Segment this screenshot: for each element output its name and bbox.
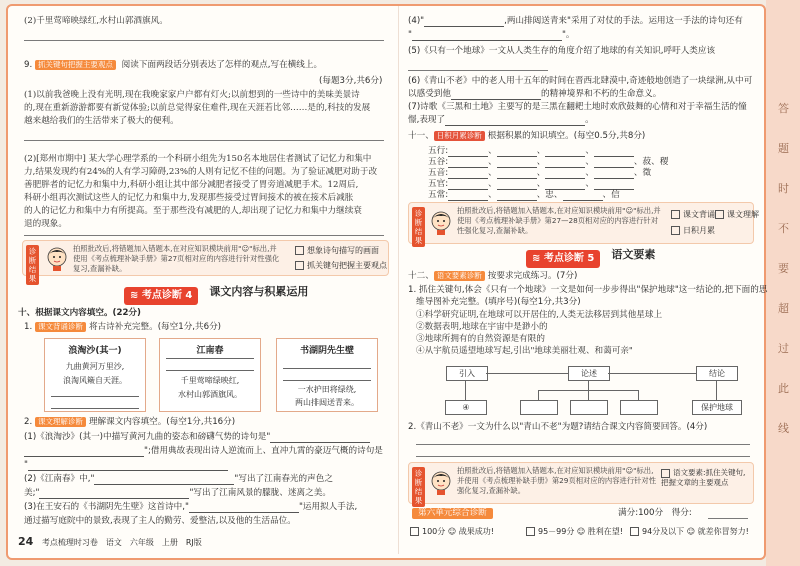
poem-title: 江南春	[196, 346, 224, 356]
q9-text: 阅读下面两段话分别表达了怎样的观点,写在横线上。	[121, 60, 323, 70]
q12-prompt: 十二、 语文要素诊断 按要求完成练习。(7分)	[408, 271, 578, 281]
score-total: 满分:100分 得分:	[618, 508, 692, 518]
map-blank-box[interactable]	[620, 400, 658, 415]
q10-2-line-2: ";借用典故表现出诗人逆流而上、直冲九霄的豪迈气概的诗句是	[24, 446, 383, 457]
poem-title: 浪淘沙(其一)	[68, 346, 122, 356]
answer-line	[24, 40, 384, 41]
q11-row: 五音: 、 、 、 、徵	[428, 168, 652, 178]
diagnosis-tip-1	[22, 240, 389, 283]
poem-blank[interactable]	[283, 371, 371, 381]
edge-char: 过	[778, 342, 789, 355]
section-5-title: 语文要素	[611, 248, 656, 261]
score-option-3[interactable]: 94分及以下 ☺ 就差你冒努力!	[630, 526, 749, 537]
q12-1-line-2: 维导图补充完整。(填序号)(每空1分,共3分)	[416, 297, 581, 307]
edge-char: 时	[778, 182, 789, 195]
p2-line-1: (2)[郑州市期中] 某大学心理学系的一个科研小组先为150名本地居住者测试了记忆力和集中	[24, 154, 372, 164]
poem-title: 书湖阴先生壁	[299, 346, 354, 356]
r1-line: (4)" ,两山排闼送青来"采用了对仗的手法。运用这一手法的诗句还有	[408, 16, 743, 26]
score-bar-title: 第六单元综合诊断	[412, 508, 493, 519]
tip-2-text: 拍照批改后,将错题加入错题本,在对应知识模块前用"☺"标出,并使用《考点梳理补缺手册》第27—28页相对应的内容进行针对性强化复习,查漏补缺。	[457, 206, 661, 235]
tip-3-text: 拍照批改后,将错题加入错题本,在对应知识模块前用"☺"标出,并使用《考点梳理补缺手册》第29页相对应的内容进行针对性强化复习,查漏补缺。	[457, 466, 657, 495]
poem-blank[interactable]	[166, 349, 254, 359]
q10-2-line-3: "	[24, 460, 228, 471]
student-face-icon	[429, 469, 453, 495]
map-connector	[716, 380, 717, 400]
tip2-check-1[interactable]: 课文背诵	[671, 209, 715, 220]
tip2-check-2[interactable]: 课文理解	[715, 209, 759, 220]
r7-line: (7)诗歌《三黑和土地》主要写的是三黑在翻耙土地时欢欣鼓舞的心情和对于幸福生活的憧	[408, 102, 747, 112]
p1-line-3: 越来越给我们的生活带来了极大的便利。	[24, 116, 179, 126]
p2-line-5: 的人的记忆力和集中力有所提高。至于那些没有减肥的人,却出现了记忆力和集中力继续衰	[24, 206, 362, 216]
q10-2-prompt: 2. 课文理解诊断 理解课文内容填空。(每空1分,共16分)	[24, 417, 236, 427]
option-1: ①科学研究证明,在地球可以开居住的,人类无法移居到其他星球上	[416, 310, 663, 320]
poem-blank[interactable]	[51, 399, 139, 409]
map-node-intro: 引入	[446, 366, 488, 381]
tip3-check[interactable]: 语文要素:抓住关键句,把握文章的主要观点	[661, 468, 746, 487]
q10-1-prompt: 1. 课文背诵诊断 将古诗补充完整。(每空1分,共6分)	[24, 322, 222, 332]
edge-char: 线	[778, 422, 789, 435]
section-4-title: 课文内容与积累运用	[209, 285, 309, 298]
map-node-protect: 保护地球	[692, 400, 742, 415]
score-blank	[708, 518, 748, 519]
p2-line-4: 科研小组再次测试这些人的记忆力和集中力,发现那些接受过胃间接术的被在接术后减胀	[24, 193, 354, 203]
section-5-badge: ≋ 考点诊断 5	[526, 250, 600, 268]
q11-row: 五常: 、 、忠、 、信	[428, 190, 620, 200]
answer-line	[24, 140, 384, 141]
r6-line-2: 以感受到他 的精神境界和不朽的生命意义。	[408, 89, 662, 99]
option-2: ②数据表明,地球在宇宙中是渺小的	[416, 322, 548, 332]
diagnosis-tip-3	[408, 462, 754, 504]
score-option-1[interactable]: 100分 ☺ 战果成功!	[410, 526, 494, 537]
poem-line: 一水护田将绿绕,	[297, 385, 357, 394]
poem-line: 千里莺啼绿映红,	[180, 376, 240, 385]
footer-text: 考点梳理时习卷 语文 六年级 上册 RJ版	[41, 538, 202, 547]
r5-line: (5)《只有一个地球》一文从人类生存的角度介绍了地球的有关知识,呼吁人类应该	[408, 46, 716, 56]
poem-card-1	[44, 338, 146, 412]
edge-char: 不	[778, 222, 789, 235]
page-number: 24	[18, 535, 34, 548]
q10-2-line-1: (1)《浪淘沙》(其一)中描写黄河九曲的姿态和磅礴气势的诗句是"	[24, 432, 370, 443]
p1-line-2: 的,现在重新游游都要有新觉体验;以前总觉得家住难件,现在天涯若比邻……是的,科技的发展	[24, 103, 371, 113]
q9-score: (每题3分,共6分)	[319, 76, 383, 86]
edge-char: 此	[778, 382, 789, 395]
q10-prompt: 十、根据课文内容填空。(22分)	[18, 308, 141, 318]
student-face-icon	[45, 245, 69, 271]
answer-line	[24, 235, 384, 236]
diagnosis-tip-2	[408, 202, 759, 245]
page-footer	[18, 535, 202, 548]
tip1-check-2[interactable]: 抓关键句把握主要观点	[295, 260, 387, 271]
tip-label: 诊断结果	[412, 467, 425, 507]
section-4-banner	[124, 283, 308, 303]
q10-2-line-7: 通过描写庭院中的景致,表现了主人的勤劳、爱整洁,以及他的生活品位。	[24, 516, 296, 526]
option-3: ③地球所拥有的自然资源是有限的	[416, 334, 545, 344]
edge-char: 答	[778, 102, 789, 115]
poem-line: 浪淘风簸自天涯。	[63, 376, 127, 385]
map-connector	[588, 380, 589, 390]
tip2-check-3[interactable]: 日积月累	[671, 225, 715, 236]
map-node-argue: 论述	[568, 366, 610, 381]
map-connector	[486, 373, 568, 374]
answer-line	[416, 444, 750, 445]
section-4-badge: ≋ 考点诊断 4	[124, 287, 198, 305]
score-option-2[interactable]: 95－99分 ☺ 胜利在望!	[526, 526, 623, 537]
q10-2-line-5: 美;" "写出了江南风景的朦胧、迷离之美。	[24, 488, 331, 498]
q12-1-line: 1. 抓住关键句,体会《只有一个地球》一文是如何一步步得出"保护地球"这一结论的,把下面的思	[408, 285, 768, 295]
r6-line: (6)《青山不老》中的老人用十五年的时间在晋西北肆漠中,奇迹般地创造了一块绿洲,从中可	[408, 76, 753, 86]
map-connector	[538, 390, 539, 400]
option-4: ④从宇航员遥望地球写起,引出"地球美丽壮观、和蔼可亲"	[416, 346, 633, 356]
answer-line	[408, 70, 548, 71]
q10-2-line-4: (2)《江南春》中," "写出了江南春光的声色之	[24, 474, 333, 484]
poem-card-2	[159, 338, 261, 412]
p1-line-1: (1)以前我爸晚上没有光明,现在我晚家家户户都有灯火;以前想到的一些诗中的美味美景诗	[24, 90, 360, 100]
tip-label: 诊断结果	[412, 207, 425, 247]
r7-line-2: 憬,表现了 。	[408, 115, 594, 125]
q11-row: 五谷: 、 、 、 、菽、稷	[428, 157, 669, 167]
q12-2-prompt: 2.《青山不老》一文为什么以"青山不老"为题?请结合课文内容简要回答。(4分)	[408, 422, 708, 432]
map-connector	[465, 380, 466, 400]
poem-blank[interactable]	[51, 387, 139, 397]
q11-row: 五行: 、 、 、	[428, 146, 634, 157]
q10-2-line-6: (3)在王安石的《书湖阴先生壁》这首诗中," "运用拟人手法,	[24, 502, 358, 512]
poem-line: 水村山郭酒旗风。	[178, 390, 242, 399]
poem-line: 九曲黄河万里沙,	[65, 362, 125, 371]
map-blank-box[interactable]	[570, 400, 608, 415]
q9-tag: 抓关键句把握主要观点	[35, 60, 116, 70]
map-connector	[638, 390, 639, 400]
column-divider	[398, 6, 399, 554]
answer-line	[416, 456, 750, 457]
poem-blank[interactable]	[166, 361, 254, 371]
binding-edge	[766, 0, 800, 566]
tip-1-text: 拍照批改后,将错题加入错题本,在对应知识模块前用"☺"标出,并使用《考点梳理补缺手册》第27页相对应的内容进行针对性强化复习,查漏补缺。	[73, 244, 280, 273]
poem-blank[interactable]	[283, 359, 371, 369]
q1-2-line: (2)千里莺啼映绿红,水村山郭酒旗风。	[24, 16, 168, 26]
q11-row: 五官: 、 、 、	[428, 179, 634, 190]
poem-line: 两山排闼送青来。	[295, 398, 359, 407]
map-node-conclusion: 结论	[696, 366, 738, 381]
r1-line-2: " "。	[408, 30, 575, 40]
q9-number: 9.	[24, 60, 33, 70]
section-5-banner	[526, 246, 655, 266]
p2-line-2: 力,结果发现约有24%的人有学习障碍,23%的人则有记忆不佳的问题。为了验证减肥对助于改	[24, 167, 378, 177]
map-connector	[608, 373, 696, 374]
map-blank-box[interactable]	[520, 400, 558, 415]
poem-card-3	[276, 338, 378, 412]
p2-line-6: 退的现象。	[24, 219, 67, 229]
tip1-check-1[interactable]: 想象诗句描写的画面	[295, 245, 379, 256]
p2-line-3: 善肥胖者的记忆力和集中力,科研小组让其中部分减肥者接受了胃旁道减肥手术。12周后,	[24, 180, 359, 190]
map-answer-box[interactable]: ④	[445, 400, 487, 415]
student-face-icon	[429, 209, 453, 235]
edge-char: 超	[778, 302, 789, 315]
edge-char: 要	[778, 262, 789, 275]
q9-prompt	[24, 60, 322, 71]
map-connector	[588, 390, 589, 400]
q11-prompt: 十一、 日积月累诊断 根据积累的知识填空。(每空0.5分,共8分)	[408, 131, 646, 141]
tip-label: 诊断结果	[26, 245, 39, 285]
edge-char: 题	[778, 142, 789, 155]
